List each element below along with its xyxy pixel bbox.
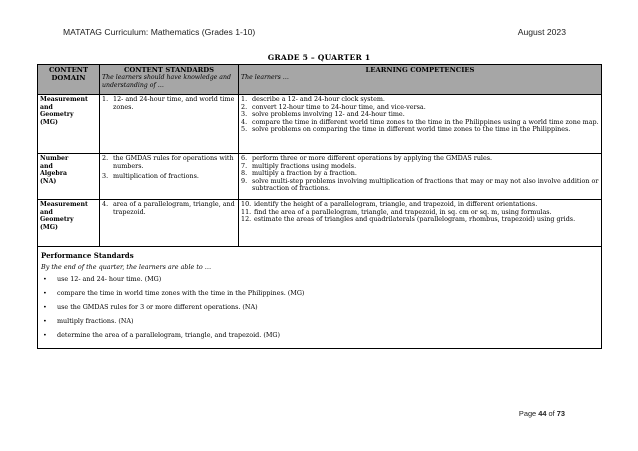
item-text: estimate the areas of triangles and quadrilaterals (parallelogram, rhombus, trapezoid) using grids. [254,215,576,224]
domain-line: and [40,162,53,170]
domain-line: Algebra [40,170,68,178]
domain-line: (NA) [40,177,57,185]
item-text: compare the time in world time zones with the time in the Philippines. (MG) [57,289,305,297]
item-number: 10. [241,200,252,208]
curriculum-table [37,64,602,349]
domain-line: and [40,208,53,216]
header-learning-competencies-sub: The learners … [241,74,289,81]
item-text: solve multi-step problems involving multiplication of fractions that may or may not also involve addition or subtraction of fractions. [252,176,599,193]
item-number: 7. [241,161,248,170]
item-text: 12- and 24-hour time, and world time zones. [113,95,235,111]
item-text: identify the height of a parallelogram, triangle, and trapezoid, in different orientations. [254,200,538,208]
item-text: multiplication of fractions. [113,172,199,181]
item-number: 11. [241,207,252,216]
domain-line: and [40,103,53,111]
list-item [102,173,236,181]
page-total: 73 [556,409,565,418]
bullet-icon: • [43,317,47,325]
item-number: 12. [241,215,252,224]
item-number: 1. [102,95,109,103]
header-content-domain-label: CONTENT DOMAIN [48,66,89,82]
bullet-icon: • [43,303,47,311]
list-item [41,328,598,342]
item-number: 2. [241,102,248,111]
row-domain [38,95,100,153]
item-text: use the GMDAS rules for 3 or more different operations. (NA) [57,303,258,311]
item-text: perform three or more different operations by applying the GMDAS rules. [252,154,493,162]
document-header-title: MATATAG Curriculum: Mathematics (Grades 1-10) [63,27,256,37]
domain-line: Geometry [40,216,74,224]
list-item [241,126,599,134]
bullet-icon: • [43,331,47,339]
performance-standards [38,247,601,348]
domain-line: Measurement [40,96,88,103]
performance-standards-title: Performance Standards [41,251,134,260]
item-number: 2. [102,154,109,162]
row-standards [100,95,239,153]
row-domain [38,154,100,199]
item-number: 4. [241,117,248,126]
page-of-word: of [548,409,555,418]
item-number: 6. [241,154,248,162]
list-item [102,96,236,111]
list-item [41,272,598,286]
item-number: 3. [102,172,109,181]
item-number: 4. [102,200,109,208]
item-number: 9. [241,176,248,185]
header-content-standards-label: CONTENT STANDARDS [123,66,215,74]
list-item [41,300,598,314]
item-text: the GMDAS rules for operations with numbers. [113,154,234,170]
header-content-domain [38,65,100,94]
header-learning-competencies-label: LEARNING COMPETENCIES [365,66,475,74]
item-text: use 12- and 24- hour time. (MG) [57,275,162,283]
item-number: 8. [241,169,248,178]
item-text: determine the area of a parallelogram, triangle, and trapezoid. (MG) [57,331,280,339]
item-text: multiply a fraction by a fraction. [252,169,357,178]
list-item [102,155,236,170]
item-text: multiply fractions. (NA) [57,317,134,325]
row-standards [100,154,239,199]
page-word: Page [518,409,537,418]
list-item [102,201,236,216]
list-item [41,314,598,328]
domain-line: Number [40,155,69,162]
item-number: 3. [241,110,248,119]
item-text: area of a parallelogram, triangle, and trapezoid. [113,200,235,216]
item-text: solve problems on comparing the time in different world time zones to the time in the Philippines. [252,125,571,134]
item-text: multiply fractions using models. [252,161,357,170]
list-item [241,216,599,224]
list-item [41,286,598,300]
grade-quarter-title: GRADE 5 – QUARTER 1 [267,53,371,62]
list-item [241,178,599,193]
item-text: describe a 12- and 24-hour clock system. [252,95,385,103]
item-text: find the area of a parallelogram, triangle, and trapezoid, in sq. cm or sq. m, using formulas. [254,207,552,216]
item-text: compare the time in different world time zones to the time in the Philippines using a world time zone map. [252,117,599,126]
page-current: 44 [538,409,547,418]
item-number: 5. [241,125,248,134]
row-standards [100,200,239,246]
item-text: convert 12-hour time to 24-hour time, and vice-versa. [252,102,426,111]
table-row [38,95,601,154]
row-domain [38,200,100,246]
item-text: solve problems involving 12- and 24-hour time. [252,110,405,119]
domain-line: (MG) [40,223,58,231]
table-header-row [38,65,601,95]
page-number [519,409,565,418]
row-competencies [239,200,601,246]
domain-line: Measurement [40,201,88,208]
performance-standards-intro: By the end of the quarter, the learners are able to … [41,263,212,271]
performance-standards-row [38,247,601,348]
header-learning-competencies [239,65,601,94]
header-content-standards-sub: The learners should have knowledge and understanding of … [102,74,231,89]
row-competencies [239,154,601,199]
header-content-standards [100,65,239,94]
row-competencies [239,95,601,153]
bullet-icon: • [43,275,47,283]
table-row [38,154,601,200]
bullet-icon: • [43,289,47,297]
document-header-date: August 2023 [517,27,566,37]
domain-line: Geometry [40,111,74,119]
table-row [38,200,601,247]
item-number: 1. [241,95,248,103]
domain-line: (MG) [40,118,58,126]
